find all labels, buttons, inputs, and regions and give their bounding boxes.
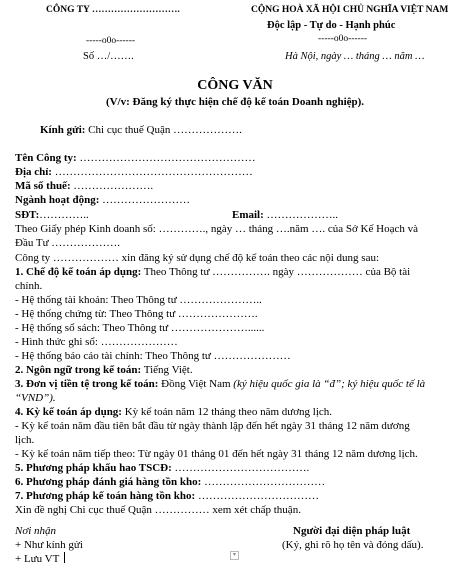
recipient-item-1: + Như kính gửi <box>15 539 83 551</box>
item-4-line-2: lịch. <box>15 434 35 446</box>
field-value: ……………………………………………… <box>51 166 253 178</box>
field-label: Ngành hoạt động: <box>15 194 100 206</box>
field-company-name <box>15 153 255 164</box>
license-line-2: Đầu Tư ………………. <box>15 237 121 249</box>
document-number: Số …/……. <box>83 51 134 62</box>
item-value: Đồng Việt Nam <box>158 378 234 390</box>
item-1-cont: chính. <box>15 280 43 292</box>
item-2 <box>15 365 193 376</box>
field-value: …………………. <box>70 180 154 192</box>
republic-name: CỘNG HOÀ XÃ HỘI CHỦ NGHĨA VIỆT NAM <box>251 5 449 15</box>
item-label: 7. Phương pháp kế toán hàng tồn kho: <box>15 490 196 502</box>
place-date: Hà Nội, ngày … tháng … năm … <box>285 51 425 62</box>
field-address <box>15 167 253 178</box>
item-label: 4. Kỳ kế toán áp dụng: <box>15 406 122 418</box>
item-4-line-3: - Kỳ kế toán năm tiếp theo: Từ ngày 01 tháng 01 đến hết ngày 31 tháng 12 năm dương lịch. <box>15 448 418 460</box>
item-label: 1. Chế độ kế toán áp dụng: <box>15 266 142 278</box>
national-motto: Độc lập - Tự do - Hạnh phúc <box>267 20 396 31</box>
table-resize-handle[interactable]: ▾ <box>230 551 239 560</box>
subitem-accounts: - Hệ thống tài khoản: Theo Thông tư ………………….. <box>15 294 262 306</box>
field-tax-code <box>15 181 153 192</box>
field-label: Tên Công ty: <box>15 152 77 164</box>
item-4 <box>15 407 332 418</box>
item-note: (ký hiệu quốc gia là “đ”; ký hiệu quốc tế là <box>233 378 426 390</box>
recipients-title: Nơi nhận <box>15 525 57 537</box>
recipient-item-2: + Lưu VT <box>15 553 60 565</box>
item-3 <box>15 379 425 390</box>
document-subject: (V/v: Đăng ký thực hiện chế độ kế toán Doanh nghiệp). <box>105 96 365 108</box>
email-label: Email: <box>232 209 264 221</box>
item-7 <box>15 491 319 502</box>
field-phone <box>15 210 89 221</box>
field-value: …………………… <box>99 194 191 206</box>
item-5 <box>15 463 309 474</box>
subitem-books: - Hệ thống sổ sách: Theo Thông tư …………………...... <box>15 322 265 334</box>
item-label: 2. Ngôn ngữ trong kế toán: <box>15 364 142 376</box>
item-4-line-1: - Kỳ kế toán năm đầu tiên bắt đầu từ ngày thành lập đến hết ngày 31 tháng 12 năm dương <box>15 420 410 432</box>
item-value: ………………………………. <box>171 462 310 474</box>
item-6 <box>15 477 325 488</box>
item-label: 3. Đơn vị tiền tệ trong kế toán: <box>15 378 159 390</box>
field-label: Địa chỉ: <box>15 166 52 178</box>
item-value: Tiếng Việt. <box>141 364 193 376</box>
item-value: …………………………… <box>195 490 319 502</box>
recipient-value: Chi cục thuế Quận ………………. <box>85 124 242 136</box>
item-value: …………………………… <box>201 476 326 488</box>
closing-line: Xin đề nghị Chi cục thuế Quận …………… xem xét chấp thuận. <box>15 504 301 516</box>
field-email <box>232 210 338 221</box>
separator-left: -----o0o------ <box>86 36 136 46</box>
text-cursor <box>64 552 65 563</box>
item-1 <box>15 267 410 278</box>
phone-value: ………….. <box>39 209 89 221</box>
item-3-cont: “VND”). <box>15 392 56 404</box>
recipient-label: Kính gửi: <box>40 124 86 136</box>
recipient-line <box>40 125 242 136</box>
phone-label: SĐT: <box>15 209 40 221</box>
item-label: 5. Phương pháp khấu hao TSCĐ: <box>15 462 172 474</box>
subitem-vouchers: - Hệ thống chứng từ: Theo Thông tư …………………. <box>15 308 258 320</box>
subitem-recording: - Hình thức ghi sổ: ………………… <box>15 336 178 348</box>
document-title: CÔNG VĂN <box>197 78 273 93</box>
company-name: CÔNG TY ………………………. <box>46 5 180 15</box>
item-value: Theo Thông tư ……………. ngày ……………… của Bộ tài <box>141 266 411 278</box>
field-value: ………………………………………… <box>76 152 256 164</box>
field-label: Mã số thuế: <box>15 180 71 192</box>
subitem-reports: - Hệ thống báo cáo tài chính: Theo Thông tư ………………… <box>15 350 291 362</box>
item-label: 6. Phương pháp đánh giá hàng tồn kho: <box>15 476 202 488</box>
register-line: Công ty ……………… xin đăng ký sử dụng chế độ kế toán theo các nội dung sau: <box>15 252 380 264</box>
email-value: ……………….. <box>263 209 339 221</box>
signer-note: (Ký, ghi rõ họ tên và đóng dấu). <box>282 539 424 551</box>
field-industry <box>15 195 190 206</box>
item-value: Kỳ kế toán năm 12 tháng theo năm dương lịch. <box>121 406 333 418</box>
license-line-1: Theo Giấy phép Kinh doanh số: …………., ngày … tháng ….năm …. của Sở Kế Hoạch và <box>15 223 418 235</box>
signer-title: Người đại diện pháp luật <box>293 525 411 537</box>
separator-right: -----o0o------ <box>318 34 368 44</box>
